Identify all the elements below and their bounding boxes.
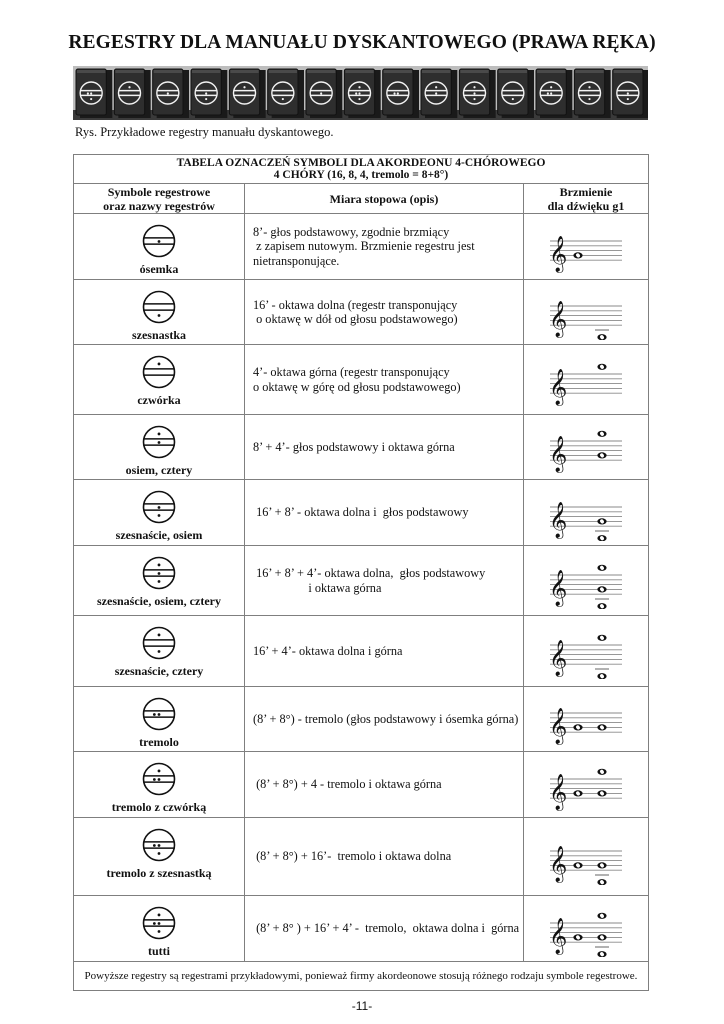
- register-name: czwórka: [137, 393, 181, 407]
- register-tab: [268, 69, 304, 118]
- description-line: i oktawa górna: [253, 580, 382, 595]
- description-cell: [245, 818, 524, 896]
- table-row: [74, 345, 649, 415]
- treble-clef-icon: 𝄞: [549, 235, 568, 272]
- symbol-dot: [627, 92, 629, 94]
- column-header-sound-line-2: dla dźwięku g1: [547, 198, 625, 213]
- symbol-dot: [358, 86, 360, 88]
- whole-note-g: [597, 951, 606, 957]
- treble-clef-icon: 𝄞: [549, 845, 568, 882]
- music-staff: [538, 348, 634, 408]
- symbol-dot: [588, 86, 590, 88]
- music-staff: [538, 825, 634, 885]
- whole-note-g2: [597, 768, 606, 774]
- description-cell: [245, 616, 524, 687]
- symbol-dot: [158, 363, 161, 366]
- table-row: [74, 415, 649, 480]
- column-header-sound-line-1: Brzmienie: [559, 184, 613, 199]
- description-line: 16’ - oktawa dolna (regestr transponujący: [253, 297, 458, 312]
- sound-notation-cell: [524, 480, 649, 546]
- symbol-dot: [320, 92, 322, 94]
- symbol-dot: [153, 922, 156, 925]
- column-header-description: Miara stopowa (opis): [245, 184, 524, 214]
- description-cell: [245, 280, 524, 345]
- symbol-cell: [74, 896, 245, 962]
- symbol-dot: [167, 92, 169, 94]
- column-header-symbols-line-1: Symbole regestrowe: [107, 184, 211, 199]
- figure-caption: Rys. Przykładowe regestry manuału dyskantowego.: [75, 125, 334, 139]
- table-title-line-2: 4 CHÓRY (16, 8, 4, tremolo = 8+8°): [273, 169, 449, 181]
- treble-clef-icon: 𝄞: [549, 436, 568, 473]
- description-line: 4’- oktawa górna (regestr transponujący: [253, 365, 450, 379]
- symbol-dot: [158, 506, 161, 509]
- symbol-dot: [158, 634, 161, 637]
- symbol-cell: [74, 480, 245, 546]
- table-body: [74, 214, 649, 962]
- whole-note-g2: [597, 564, 606, 570]
- register-name: szesnaście, osiem: [115, 528, 203, 542]
- description-line: o oktawę w dół od głosu podstawowego): [253, 312, 458, 326]
- symbol-dot: [153, 844, 156, 847]
- description-line: (8’ + 8°) - tremolo (głos podstawowy i ósemka górna): [253, 711, 519, 726]
- music-staff: [538, 549, 634, 609]
- register-name: tremolo z szesnastką: [106, 866, 212, 880]
- symbol-dot: [158, 914, 161, 917]
- register-symbols-table: [73, 154, 649, 991]
- register-switches-photo: [73, 66, 648, 120]
- page-title: REGESTRY DLA MANUAŁU DYSKANTOWEGO (PRAWA RĘKA): [68, 32, 656, 53]
- symbol-dot: [393, 92, 395, 94]
- symbol-cell: [74, 818, 245, 896]
- whole-note-g: [597, 673, 606, 679]
- whole-note-g: [597, 879, 606, 885]
- sound-notation-cell: [524, 280, 649, 345]
- table-row: [74, 546, 649, 616]
- symbol-dot: [435, 92, 437, 94]
- register-name: osiem, cztery: [125, 463, 193, 477]
- symbol-dot: [158, 240, 161, 243]
- register-tab: [459, 69, 495, 118]
- symbol-dot: [158, 564, 161, 567]
- whole-note-g1: [597, 586, 606, 592]
- symbol-dot: [205, 98, 207, 100]
- sound-notation-cell: [524, 214, 649, 280]
- column-header-sound: [524, 184, 649, 214]
- register-tab: [344, 69, 380, 118]
- symbol-dot: [158, 844, 161, 847]
- symbol-dot: [158, 514, 161, 517]
- symbol-dot: [547, 92, 549, 94]
- symbol-cell: [74, 415, 245, 480]
- register-symbol-icon: [139, 488, 179, 526]
- register-tab: [191, 69, 227, 118]
- treble-clef-icon: 𝄞: [549, 917, 568, 954]
- symbol-dot: [435, 86, 437, 88]
- treble-clef-icon: 𝄞: [549, 368, 568, 405]
- description-line: z zapisem nutowym. Brzmienie regestru jest: [253, 239, 475, 254]
- table-row: [74, 752, 649, 818]
- symbol-dot: [355, 92, 357, 94]
- column-header-symbols-line-2: oraz nazwy regestrów: [103, 198, 215, 213]
- table-title-line-1: TABELA OZNACZEŃ SYMBOLI DLA AKORDEONU 4-CHÓROWEGO: [176, 156, 546, 169]
- symbol-dot: [205, 92, 207, 94]
- register-tab: [613, 69, 648, 118]
- symbol-dot: [512, 98, 514, 100]
- column-header-symbols: [74, 184, 245, 214]
- description-cell: [245, 546, 524, 616]
- description-cell: [245, 345, 524, 415]
- symbol-dot: [358, 92, 360, 94]
- whole-note-g2: [597, 363, 606, 369]
- whole-note-g2: [597, 912, 606, 918]
- symbol-cell: [74, 616, 245, 687]
- treble-clef-icon: 𝄞: [549, 501, 568, 538]
- symbol-dot: [90, 98, 92, 100]
- register-symbol-icon: [139, 423, 179, 461]
- description-line: 16’ + 4’- oktawa dolna i górna: [253, 643, 403, 658]
- page-number: -11-: [351, 999, 373, 1013]
- table-row: [74, 818, 649, 896]
- symbol-dot: [90, 92, 92, 94]
- symbol-dot: [87, 92, 89, 94]
- register-tab: [306, 69, 342, 118]
- description-line: (8’ + 8° ) + 16’ + 4’ - tremolo, oktawa dolna i górna: [253, 921, 520, 936]
- symbol-cell: [74, 546, 245, 616]
- register-tab: [76, 69, 112, 118]
- symbol-dot: [282, 98, 284, 100]
- treble-clef-icon: 𝄞: [549, 773, 568, 810]
- sound-notation-cell: [524, 818, 649, 896]
- treble-clef-icon: 𝄞: [549, 301, 568, 338]
- symbol-dot: [158, 572, 161, 575]
- description-cell: [245, 687, 524, 752]
- sound-notation-cell: [524, 415, 649, 480]
- music-staff: [538, 215, 634, 275]
- whole-note-g1: [573, 934, 582, 940]
- register-symbol-icon: [139, 554, 179, 592]
- register-tab: [383, 69, 419, 118]
- register-symbol-icon: [139, 826, 179, 864]
- symbol-dot: [158, 713, 161, 716]
- symbol-dot: [153, 713, 156, 716]
- register-symbol-icon: [139, 760, 179, 798]
- symbol-dot: [158, 441, 161, 444]
- symbol-dot: [473, 86, 475, 88]
- description-line: o oktawę w górę od głosu podstawowego): [253, 379, 461, 394]
- symbol-cell: [74, 214, 245, 280]
- symbol-cell: [74, 280, 245, 345]
- table-row: [74, 214, 649, 280]
- whole-note-g1: [597, 452, 606, 458]
- table-row: [74, 687, 649, 752]
- register-symbol-icon: [139, 288, 179, 326]
- register-tab: [153, 69, 189, 118]
- symbol-dot: [358, 98, 360, 100]
- symbol-circle: [144, 357, 175, 388]
- register-symbol-icon: [139, 353, 179, 391]
- symbol-dot: [158, 580, 161, 583]
- symbol-dot: [588, 98, 590, 100]
- symbol-dot: [128, 86, 130, 88]
- sound-notation-cell: [524, 687, 649, 752]
- symbol-cell: [74, 687, 245, 752]
- whole-note-g1: [597, 724, 606, 730]
- register-name: szesnaście, osiem, cztery: [97, 594, 221, 608]
- register-name: tremolo z czwórką: [111, 800, 207, 814]
- whole-note-g1: [573, 862, 582, 868]
- symbol-dot: [473, 92, 475, 94]
- symbol-dot: [550, 86, 552, 88]
- whole-note-g: [597, 603, 606, 609]
- symbol-dot: [158, 922, 161, 925]
- treble-clef-icon: 𝄞: [549, 708, 568, 745]
- symbol-dot: [397, 92, 399, 94]
- symbol-circle: [144, 292, 175, 323]
- register-name: tremolo: [139, 735, 179, 749]
- description-line: 8’- głos podstawowy, zgodnie brzmiący: [253, 224, 450, 239]
- description-cell: [245, 752, 524, 818]
- whole-note-g1: [597, 862, 606, 868]
- register-name: tutti: [148, 944, 170, 958]
- description-line: (8’ + 8°) + 16’- tremolo i oktawa dolna: [253, 849, 452, 864]
- symbol-dot: [550, 92, 552, 94]
- table-title: [74, 155, 649, 184]
- register-symbol-icon: [139, 624, 179, 662]
- register-name: szesnastka: [131, 328, 186, 342]
- table-row: [74, 280, 649, 345]
- symbol-dot: [153, 778, 156, 781]
- table-row: [74, 616, 649, 687]
- whole-note-g1: [573, 252, 582, 258]
- description-cell: [245, 415, 524, 480]
- whole-note-g1: [573, 724, 582, 730]
- symbol-dot: [158, 433, 161, 436]
- description-cell: [245, 480, 524, 546]
- music-staff: [538, 280, 634, 340]
- whole-note-g1: [597, 518, 606, 524]
- symbol-dot: [473, 98, 475, 100]
- register-symbol-icon: [139, 222, 179, 260]
- whole-note-g2: [597, 431, 606, 437]
- sound-notation-cell: [524, 752, 649, 818]
- description-cell: [245, 214, 524, 280]
- register-name: ósemka: [139, 262, 179, 276]
- register-tab: [229, 69, 265, 118]
- register-tab: [574, 69, 610, 118]
- register-tab: [421, 69, 457, 118]
- table-row: [74, 480, 649, 546]
- symbol-dot: [158, 650, 161, 653]
- register-tab: [536, 69, 572, 118]
- sound-notation-cell: [524, 896, 649, 962]
- symbol-circle: [144, 628, 175, 659]
- whole-note-g1: [597, 790, 606, 796]
- description-line: 16’ + 8’ + 4’- oktawa dolna, głos podstawowy: [253, 566, 486, 580]
- symbol-dot: [158, 852, 161, 855]
- music-staff: [538, 619, 634, 679]
- symbol-dot: [158, 770, 161, 773]
- sound-notation-cell: [524, 616, 649, 687]
- register-tab: [114, 69, 150, 118]
- register-symbol-icon: [139, 904, 179, 942]
- whole-note-g: [597, 535, 606, 541]
- symbol-dot: [627, 98, 629, 100]
- whole-note-g2: [597, 635, 606, 641]
- music-staff: [538, 897, 634, 957]
- description-line: (8’ + 8°) + 4 - tremolo i oktawa górna: [253, 777, 442, 792]
- whole-note-g: [597, 334, 606, 340]
- treble-clef-icon: 𝄞: [549, 640, 568, 677]
- register-symbol-icon: [139, 695, 179, 733]
- symbol-cell: [74, 345, 245, 415]
- description-cell: [245, 896, 524, 962]
- symbol-dot: [158, 930, 161, 933]
- table-footnote: Powyższe regestry są regestrami przykładowymi, ponieważ firmy akordeonowe stosują różnego rodzaju symbole regestrowe.: [74, 962, 649, 991]
- sound-notation-cell: [524, 546, 649, 616]
- description-line: nietransponujące.: [253, 253, 340, 268]
- whole-note-g1: [597, 934, 606, 940]
- register-name: szesnaście, cztery: [114, 664, 204, 678]
- music-staff: [538, 415, 634, 475]
- music-staff: [538, 481, 634, 541]
- music-staff: [538, 753, 634, 813]
- music-staff: [538, 687, 634, 747]
- whole-note-g1: [573, 790, 582, 796]
- symbol-cell: [74, 752, 245, 818]
- description-line: 8’ + 4’- głos podstawowy i oktawa górna: [253, 439, 455, 454]
- treble-clef-icon: 𝄞: [549, 569, 568, 606]
- sound-notation-cell: [524, 345, 649, 415]
- symbol-dot: [158, 314, 161, 317]
- description-line: 16’ + 8’ - oktawa dolna i głos podstawowy: [253, 505, 469, 520]
- symbol-dot: [158, 778, 161, 781]
- register-tab: [498, 69, 534, 118]
- table-row: [74, 896, 649, 962]
- symbol-dot: [243, 86, 245, 88]
